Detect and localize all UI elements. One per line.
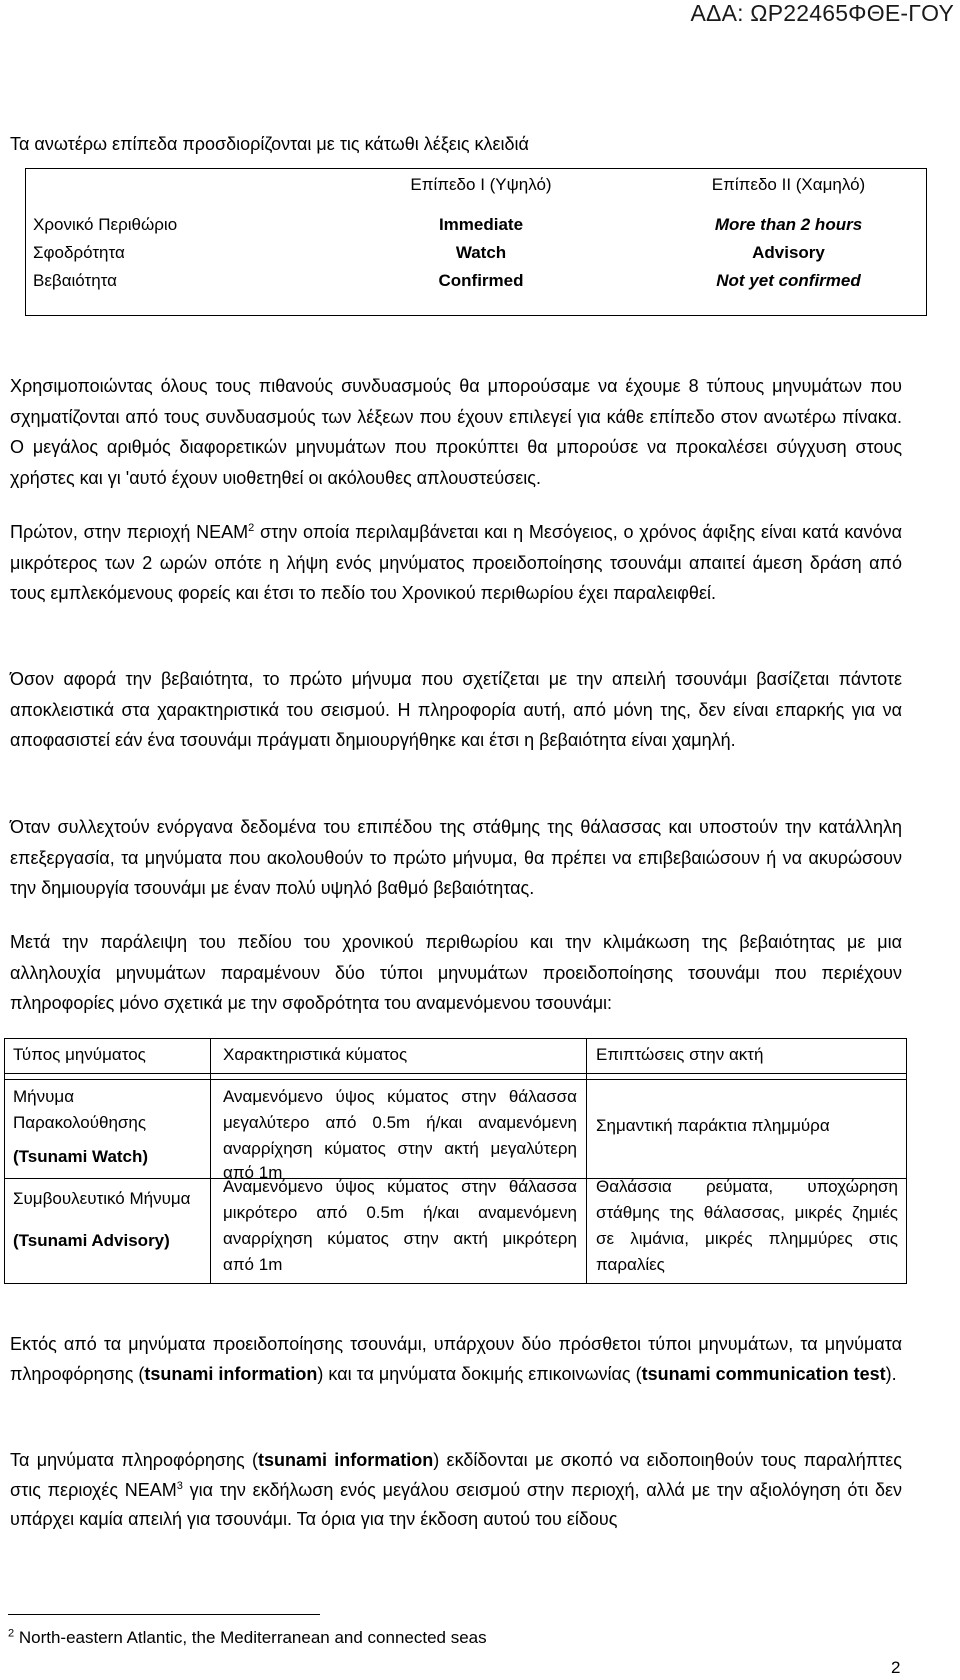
row-label: Βεβαιότητα	[33, 271, 117, 290]
advisory-impact-line: σε λιμάνια, μικρές πλημμύρες στις	[596, 1229, 898, 1248]
paragraph-combinations: Χρησιμοποιώντας όλους τους πιθανούς συνδυασμούς θα μπορούσαμε να έχουμε 8 τύπους μηνυμάτων που σχηματίζονται από τους συνδυασμούς των λέξεων που έχουν επιλεγεί για κάθε επίπεδο στον ανωτέρω πίνακα. Ο μεγάλος αριθμός διαφορετικών μηνυμάτων που προκύπτει θα μπορούσε να προκαλέσει σύγχυση στους χρήστες και γι 'αυτό έχουν υιοθετηθεί οι ακόλουθες απλουστεύσεις.	[10, 376, 902, 488]
paragraph-message-types: Μετά την παράλειψη του πεδίου του χρονικού περιθωρίου και την κλιμάκωση της βεβαιότητας με μια αλληλουχία μηνυμάτων παραμένουν δύο τύποι μηνυμάτων προειδοποίησης τσουνάμι που περιέχουν πληροφορίες μόνο σχετικά με την σφοδρότητα του αναμενόμενου τσουνάμι:	[10, 932, 902, 1013]
p7-term-information: tsunami information	[257, 1450, 434, 1470]
message-types-table	[4, 1038, 907, 1284]
level-2-value: Advisory	[752, 243, 825, 262]
page-number: 2	[891, 1658, 901, 1677]
footnote-ref-2: 2	[248, 522, 255, 534]
p6-term-communication-test: tsunami communication test	[641, 1363, 886, 1384]
levels-row-severity	[26, 240, 926, 266]
p2-text-a: Πρώτον, στην περιοχή NEAM	[10, 522, 249, 542]
table-rule	[4, 1073, 907, 1074]
intro-text: Τα ανωτέρω επίπεδα προσδιορίζονται με τις κάτωθι λέξεις κλειδιά	[10, 134, 529, 154]
p7-text-c: ) εκδίδονται με σκοπό να ειδοποιηθούν τους παραλήπτες στις περιοχές NEAM	[10, 1450, 902, 1500]
footnote-text: North-eastern Atlantic, the Mediterranean and connected seas	[18, 1628, 487, 1647]
table-rule	[586, 1038, 587, 1284]
advisory-impact-line: παραλίες	[596, 1255, 665, 1274]
p6-text-d: ).	[885, 1363, 897, 1384]
advisory-type-line1: Συμβουλευτικό Μήνυμα	[13, 1189, 191, 1208]
level-1-value: Confirmed	[438, 271, 524, 290]
footnote-ref-3: 3	[176, 1479, 183, 1492]
watch-wave-line: μεγαλύτερο από 0.5m ή/και αναμενόμενη	[223, 1113, 577, 1132]
table-rule	[4, 1283, 907, 1284]
watch-wave-line: από 1m	[223, 1163, 283, 1182]
levels-row-time	[26, 212, 926, 238]
advisory-wave-line: αναρρίχηση κύματος στην ακτή μικρότερη	[223, 1229, 577, 1248]
p6-text-c: ) και τα μηνύματα δοκιμής επικοινωνίας (	[317, 1363, 642, 1384]
watch-impact: Σημαντική παράκτια πλημμύρα	[596, 1116, 830, 1135]
level-1-value: Watch	[455, 243, 507, 262]
advisory-type-english: (Tsunami Advisory)	[13, 1231, 170, 1250]
table-rule	[4, 1079, 907, 1080]
paragraph-neam-time	[10, 517, 902, 609]
row-label: Χρονικό Περιθώριο	[33, 215, 178, 234]
paragraph-additional-types	[10, 1330, 902, 1389]
paragraph-instrumental-data: Όταν συλλεχτούν ενόργανα δεδομένα του επιπέδου της στάθμης της θάλασσας και υποστούν την κατάλληλη επεξεργασία, τα μηνύματα που ακολουθούν το πρώτο μήνυμα, θα πρέπει να επιβεβαιώσουν ή να ακυρώσουν την δημιουργία τσουνάμι με έναν πολύ υψηλό βαθμό βεβαιότητας.	[10, 817, 902, 898]
ada-document-code: ΑΔΑ: ΩΡ22465ΦΘΕ-ΓΟΥ	[690, 0, 954, 26]
advisory-wave-line: Αναμενόμενο ύψος κύματος στην θάλασσα	[223, 1177, 577, 1196]
advisory-wave-line: από 1m	[223, 1255, 283, 1274]
table-rule	[4, 1038, 907, 1039]
levels-table	[25, 168, 927, 316]
level-2-value: More than 2 hours	[714, 215, 863, 234]
level-1-header: Επίπεδο Ι (Υψηλό)	[410, 175, 552, 194]
header-coastal-impact: Επιπτώσεις στην ακτή	[596, 1045, 764, 1064]
watch-type-line2: Παρακολούθησης	[13, 1113, 147, 1132]
level-2-header: Επίπεδο ΙΙ (Χαμηλό)	[711, 175, 866, 194]
paragraph-certainty: Όσον αφορά την βεβαιότητα, το πρώτο μήνυμα που σχετίζεται με την απειλή τσουνάμι βασίζεται πάντοτε αποκλειστικά στα χαρακτηριστικά του σεισμού. Η πληροφορία αυτή, από μόνη της, δεν είναι επαρκής για να αποφασιστεί εάν ένα τσουνάμι πράγματι δημιουργήθηκε και έτσι η βεβαιότητα είναι χαμηλή.	[10, 669, 902, 750]
paragraph-information-messages	[10, 1446, 902, 1535]
row-label: Σφοδρότητα	[33, 243, 125, 262]
p6-term-information: tsunami information	[144, 1363, 318, 1384]
watch-wave-line: αναρρίχηση κύματος στην ακτή μεγαλύτερη	[223, 1139, 577, 1158]
table-rule	[4, 1038, 5, 1284]
header-wave-characteristics: Χαρακτηριστικά κύματος	[223, 1045, 408, 1064]
footnote-number: 2	[8, 1627, 15, 1640]
footnote	[8, 1628, 487, 1648]
p6-text-a: Εκτός από τα μηνύματα προειδοποίησης τσουνάμι, υπάρχουν δύο πρόσθετοι τύποι μηνυμάτων, τα μηνύματα πληροφόρησης (	[10, 1334, 902, 1384]
footnote-separator	[8, 1614, 320, 1615]
advisory-wave-line: μικρότερο από 0.5m ή/και αναμενόμενη	[223, 1203, 577, 1222]
levels-row-certainty	[26, 268, 926, 294]
p7-text-a: Τα μηνύματα πληροφόρησης (	[10, 1450, 258, 1470]
advisory-impact-line: Θαλάσσια ρεύματα, υποχώρηση	[596, 1177, 898, 1196]
table-rule	[210, 1038, 211, 1284]
watch-type-english: (Tsunami Watch)	[13, 1147, 149, 1166]
p2-text-b: στην οποία περιλαμβάνεται και η Μεσόγειος, ο χρόνος άφιξης είναι κατά κανόνα μικρότερος των 2 ωρών οπότε η λήψη ενός μηνύματος προειδοποίησης τσουνάμι απαιτεί άμεση δράση από τους εμπλεκόμενους φορείς και έτσι το πεδίο του Χρονικού περιθωρίου έχει παραλειφθεί.	[10, 522, 903, 603]
level-2-value: Not yet confirmed	[716, 271, 861, 290]
watch-type-line1: Μήνυμα	[13, 1087, 75, 1106]
levels-header-row	[26, 172, 926, 198]
watch-wave-line: Αναμενόμενο ύψος κύματος στην θάλασσα	[223, 1087, 577, 1106]
advisory-impact-line: στάθμης της θάλασσας, μικρές ζημιές	[596, 1203, 898, 1222]
header-message-type: Τύπος μηνύματος	[13, 1045, 146, 1064]
table-rule	[906, 1038, 907, 1284]
p7-text-d: για την εκδήλωση ενός μεγάλου σεισμού στην περιοχή, αλλά με την αξιολόγηση ότι δεν υπάρχει καμία απειλή για τσουνάμι. Τα όρια για την έκδοση αυτού του είδους	[10, 1479, 902, 1530]
level-1-value: Immediate	[438, 215, 524, 234]
